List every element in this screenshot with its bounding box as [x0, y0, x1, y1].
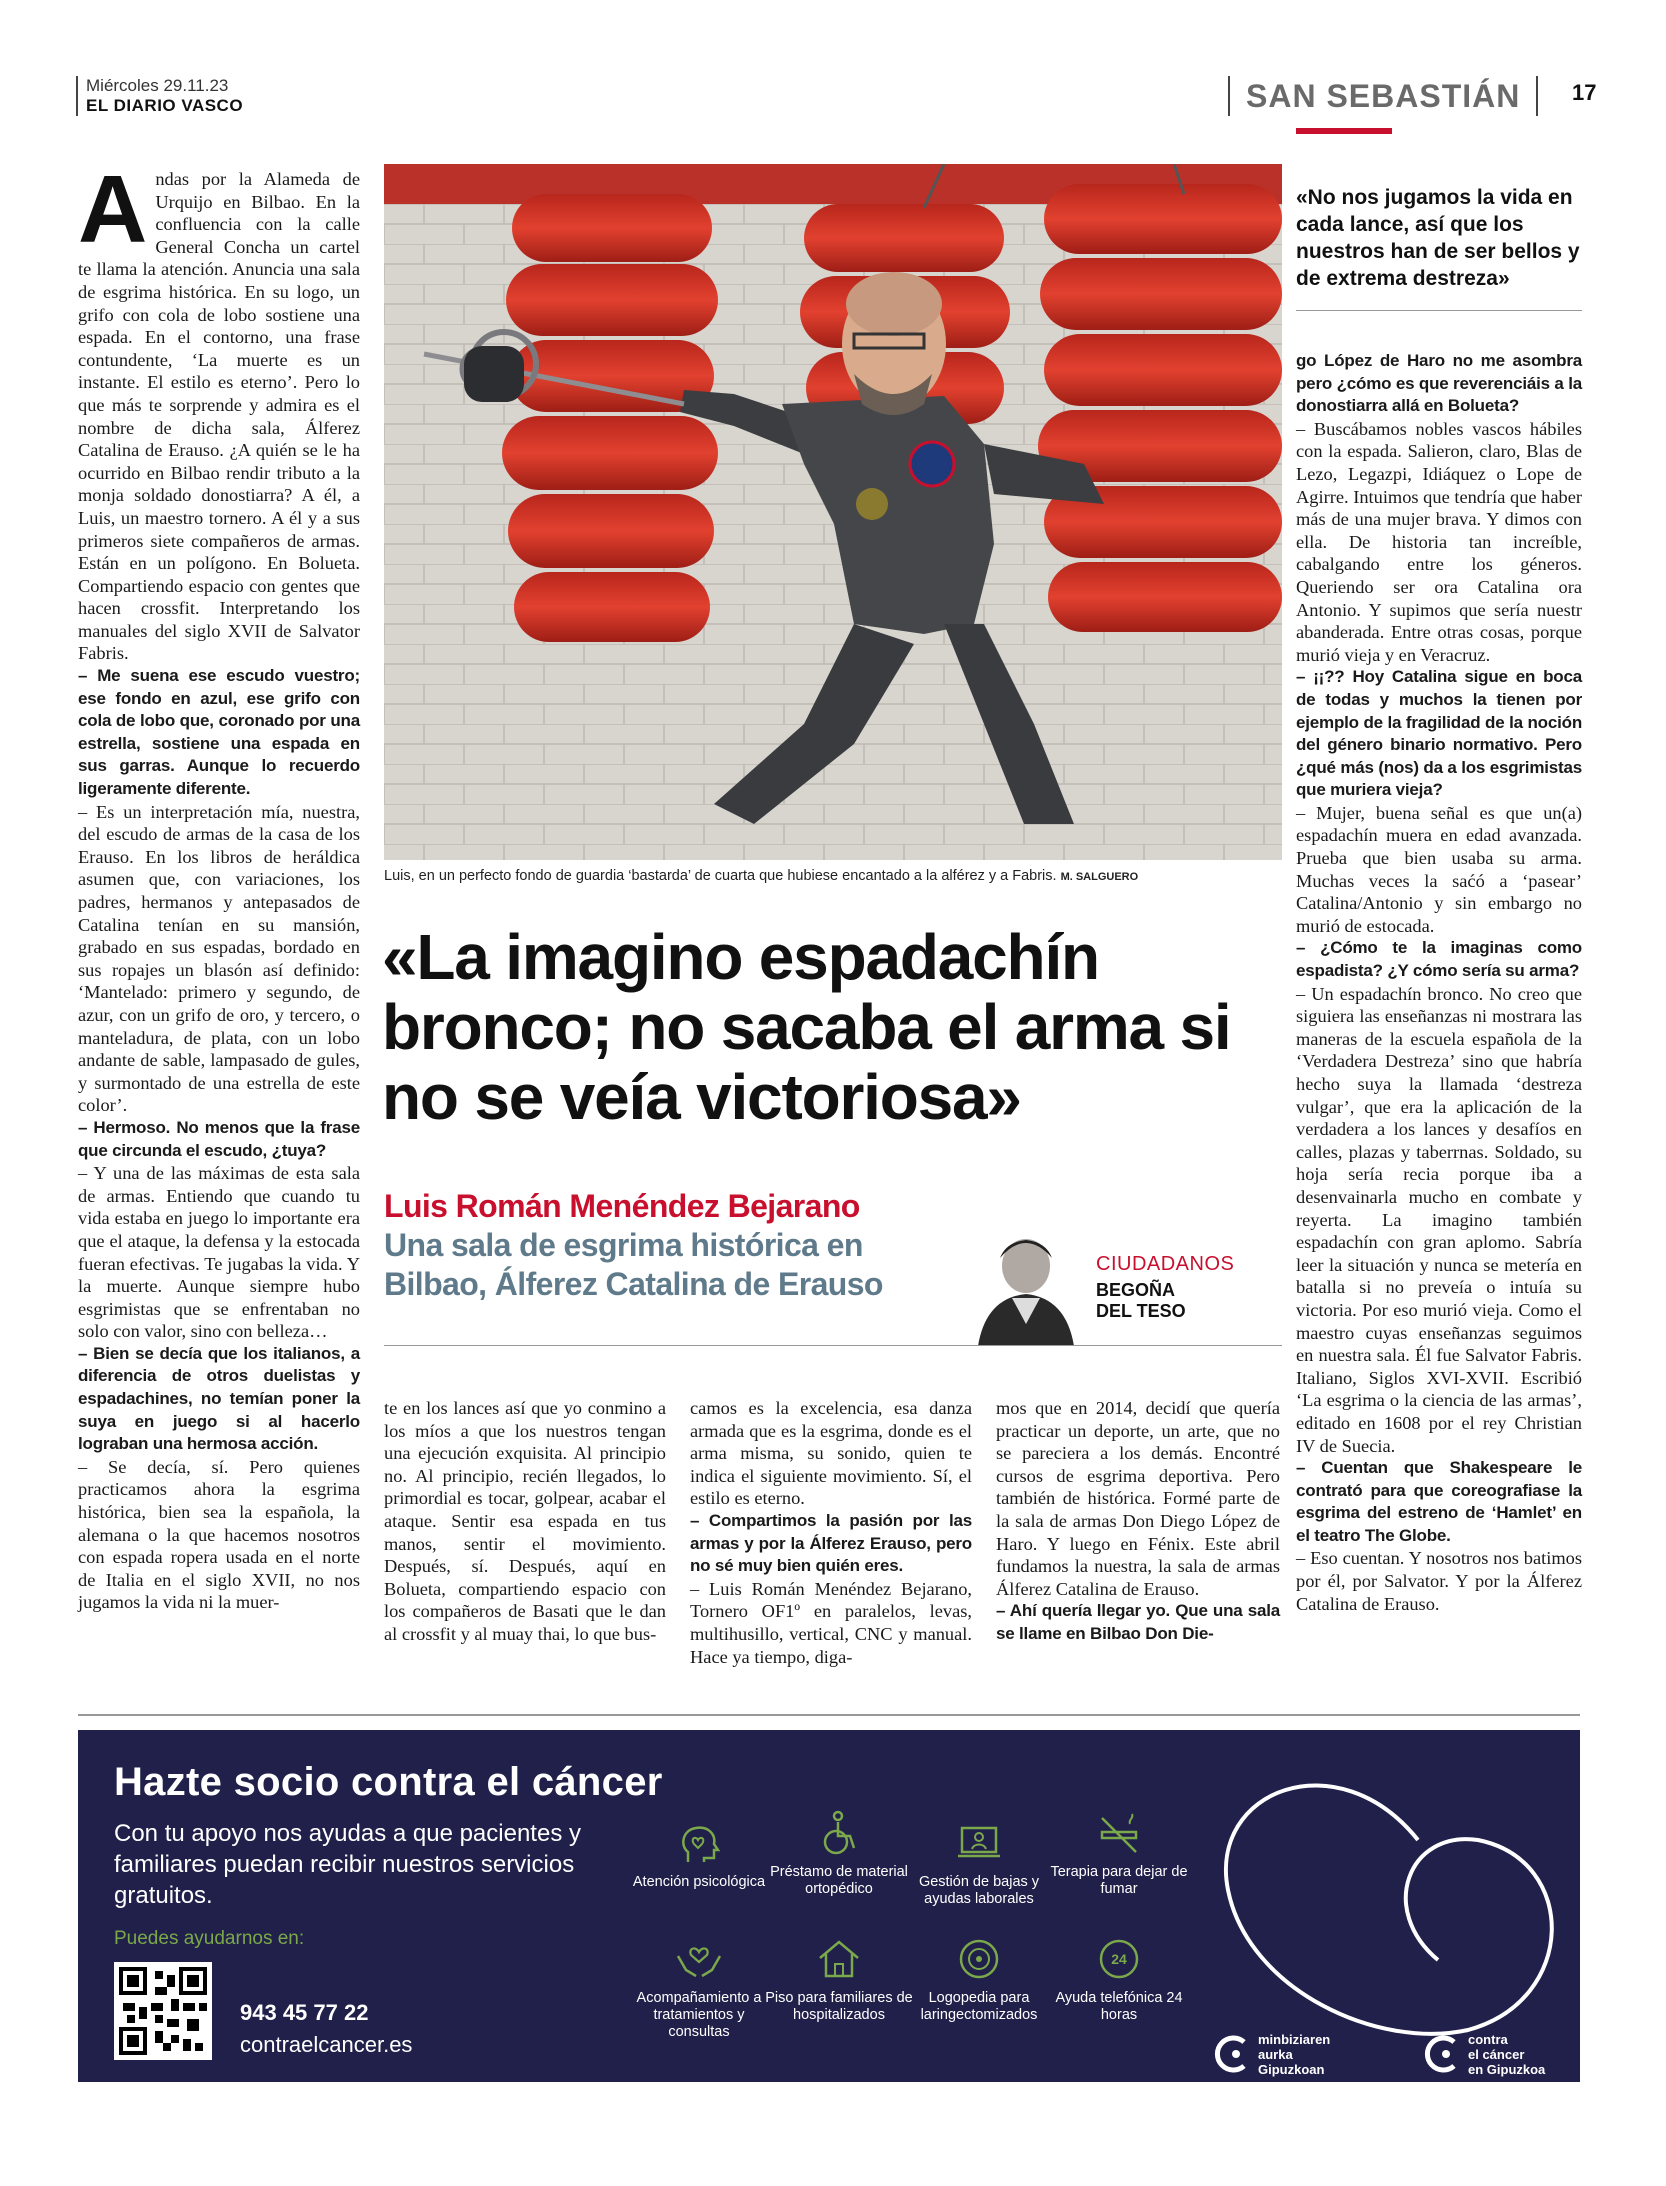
service-item [1044, 1934, 1194, 2024]
article-column-2 [384, 1397, 666, 1646]
author-name [1096, 1280, 1186, 1322]
house-icon [814, 1934, 864, 1984]
issue-date: Miércoles 29.11.23 [86, 76, 229, 95]
svg-text:24: 24 [1111, 1951, 1127, 1967]
headline: «La imagino espadachín bronco; no sacaba el arma si no se veía victoriosa» [382, 921, 1231, 1133]
no-smoking-icon [1094, 1808, 1144, 1858]
question: – Hermoso. No menos que la frase que circunda el escudo, ¿tuya? [78, 1117, 360, 1160]
ad-phone[interactable]: 943 45 77 22 [240, 2000, 369, 2025]
logo-text: minbiziaren [1258, 2032, 1331, 2047]
question: – Bien se decía que los italianos, a diferencia de otros duelistas y espadachines, no temían poner la suya en juego si al hacerlo lograban una hermosa acción. [78, 1343, 360, 1454]
question: go López de Haro no me asombra pero ¿cómo es que reverenciáis a la donostiarra allá en Bolueta? [1296, 351, 1582, 416]
service-label: Logopedia para laringectomizados [920, 1990, 1038, 2023]
question: – Compartimos la pasión por las armas y por la Álferez Erauso, pero no sé muy bien quién eres. [690, 1510, 972, 1576]
hands-heart-icon [674, 1934, 724, 1984]
column-tag: CIUDADANOS [1096, 1253, 1235, 1275]
answer: – Es un interpretación mía, nuestra, del escudo de armas de la casa de los Erauso. En los libros de heráldica asumen que, con variaciones, los padres, hermanos y antepasados de Catalina tenían en su mansión, grabado en sus espadas, bordado en sus ropajes un blasón así definido: ‘Mantelado: primero y segundo, de azur, con un grifo de oro, y tercero, o manteladura, de plata, con un lobo andante de sable, lampasado de gules, y surmontado de una estrella de este color’. [78, 801, 360, 1116]
pull-quote-divider [1296, 310, 1582, 311]
author-last-name: DEL TESO [1096, 1301, 1186, 1321]
ad-text: Con tu apoyo nos ayudas a que pacientes y familiares puedan recibir nuestros servicios gratuitos. [114, 1820, 581, 1909]
answer: – Buscábamos nobles vascos hábiles con la espada. Salieron, claro, Blas de Lezo, Legazpi, Idiáquez o Lope de Agirre. Intuimos que tendría que haber más de una mujer brava. Y dimos con ella. De historia tan increíble, cabalgando entre los géneros. Queriendo ser ora Catalina ora Antonio. Y supimos que sería nuestr abanderada. Entre otras cosas, porque murió vieja y en Veracruz. [1296, 418, 1582, 665]
section-label [1228, 76, 1538, 116]
photo-caption [384, 868, 1282, 884]
photo-credit: M. SALGUERO [1060, 871, 1139, 883]
article-column-5 [1296, 350, 1582, 1615]
answer: – Eso cuentan. Y nosotros nos batimos por él, por Salvator. Y por la Álferez Catalina de Erauso. [1296, 1548, 1582, 1614]
paragraph: te en los lances así que yo conmino a los míos a que los nuestros tengan una ejecución exquisita. Al principio no. Al principio, recién llegados, lo primordial es tocar, golpear, acabar el ataque. Sentir esa espada en tus manos, sentir el movimiento. Después, sí. Después, aquí en Bolueta, compartiendo espacio con los compañeros de Basati que le dan al crossfit y al muay thai, lo que bus- [384, 1398, 666, 1644]
question: – Me suena ese escudo vuestro; ese fondo en azul, ese grifo con cola de lobo que, coronado por una estrella, sostiene una espada en sus garras. Aunque lo recuerdo ligeramente diferente. [78, 666, 360, 799]
paragraph: camos es la excelencia, esa danza armada que es la esgrima, donde es el arma misma, su sonido, quien te indica el siguiente movimiento. Sí, el estilo es eterno. [690, 1398, 972, 1509]
answer: – Se decía, sí. Pero quienes practicamos ahora la esgrima histórica, bien sea la española, la alemana o la que hacemos nosotros con espada ropera usada en el norte de Italia en el siglo XVII, no nos jugamos la vida ni la muer- [78, 1456, 360, 1613]
service-item [764, 1934, 914, 2024]
newspaper-name: EL DIARIO VASCO [86, 96, 244, 115]
service-item [1044, 1808, 1194, 1898]
phone-24h-icon [1094, 1934, 1144, 1984]
answer: – Luis Román Menéndez Bejarano, Tornero OF1º en paralelos, levas, multihusillo, vertical, CNC y manual. Hace ya tiempo, diga- [690, 1578, 972, 1667]
question: – Cuentan que Shakespeare le contrató para que coreografiase la esgrima del estreno de ‘Hamlet’ en el teatro The Globe. [1296, 1458, 1582, 1545]
advertisement[interactable] [78, 1728, 1580, 2082]
voice-icon [954, 1934, 1004, 1984]
service-label: Atención psicológica [632, 1874, 766, 1890]
intro-paragraph: ndas por la Alameda de Urquijo en Bilbao. En la confluencia con la calle General Concha un cartel te llama la atención. Anuncia una sala de esgrima histórica. En su logo, un grifo con cola de lobo sostiene una espada. En el contorno, una frase contundente, ‘La muerte es un instante. El estilo es eterno’. Pero lo que más te sorprende y admira es el nombre de dicha sala, Álferez Catalina de Erauso. ¿A quién se le ha ocurrido en Bilbao rendir tributo a la monja soldado donostiarra? A él, a Luis, un maestro tornero. A él y a sus primeros siete compañeros de armas. Están en un polígono. En Bolueta. Compartiendo espacio con gentes que hacen crossfit. Interpretando los manuales del siglo XVII de Salvator Fabris. [78, 169, 360, 664]
page-number: 17 [1572, 80, 1597, 105]
article-column-3 [690, 1397, 972, 1668]
author-first-name: BEGOÑA [1096, 1280, 1176, 1300]
service-label: Terapia para dejar de fumar [1050, 1864, 1188, 1897]
logo-text: aurka [1258, 2047, 1293, 2062]
service-label: Piso para familiares de hospitalizados [765, 1990, 913, 2023]
service-item [624, 1818, 774, 1891]
answer: – Un espadachín bronco. No creo que siguiera las enseñanzas ni mostrara las maneras de la escuela española de la ‘Verdadera Destreza’ sino que habría hecho suya la llamada ‘destreza vulgar’, que era la aplicación de la verdadera a los lances y desafíos en calles, plazas y taberrnas. Soldado, su hoja sería recia porque iba a desenvainarla mucho en combate y reyerta. La imagino también espadachín con gran aplomo. Sabría leer la situación y nunca se metería en batalla si no preveía o intuía su victoria. Por eso murió vieja. Como el maestro cuyas enseñanzas seguimos en nuestra sala. Él fue Salvator Fabris. Italiano, Siglos XVI-XVII. Escribió ‘La esgrima o la ciencia de las armas’, editado en 1608 por el rey Christian IV de Suecia. [1296, 983, 1582, 1456]
accent-bar [1296, 128, 1392, 134]
caption-text: Luis, en un perfecto fondo de guardia ‘bastarda’ de cuarta que hubiese encantado a la alférez y a Fabris. [384, 868, 1057, 884]
logo-text: en Gipuzkoa [1468, 2062, 1546, 2077]
logo-basque [1258, 2032, 1330, 2077]
answer: – Mujer, buena señal es que un(a) espadachín muera en edad avanzada. Prueba que bien usaba su arma. Muchas veces la saćó a ‘pasear’ Catalina/Antonio y sin embargo no murió de estocada. [1296, 802, 1582, 936]
question: – ¡¡?? Hoy Catalina sigue en boca de todas y muchos la tienen por ejemplo de la fragilidad de la noción del género binario normativo. Pero ¿qué más (nos) da a los esgrimistas que muriera vieja? [1296, 667, 1582, 800]
logo-spanish [1468, 2032, 1545, 2077]
paragraph: mos que en 2014, decidí que quería practicar un deporte, un arte, que no se pareciera a los demás. Encontré cursos de esgrima deportiva. Pero también de histórica. Formé parte de la sala de armas Don Diego López de Haro. Y luego en Fénix. Este abril fundamos la nuestra, la sala de armas Álferez Catalina de Erauso. [996, 1398, 1280, 1599]
service-item [624, 1934, 774, 2041]
ad-website-link[interactable]: contraelcancer.es [240, 2032, 413, 2057]
logo-text: Gipuzkoan [1258, 2062, 1325, 2077]
headline-divider [384, 1345, 1282, 1346]
article-column-4 [996, 1397, 1280, 1646]
answer: – Y una de las máximas de esta sala de armas. Entiendo que cuando tu vida estaba en juego lo importante era que el ataque, la defensa y la estocada fueran efectivas. Te jugabas la vida. Y la muerte. Aunque siempre hubo esgrimistas que se enfrentaban no solo con valor, sino con belleza… [78, 1163, 360, 1342]
ad-title: Hazte socio contra el cáncer [114, 1760, 663, 1804]
ad-help-label: Puedes ayudarnos en: [114, 1928, 305, 1949]
service-item [904, 1818, 1054, 1908]
service-label: Gestión de bajas y ayudas laborales [918, 1874, 1040, 1907]
service-item [764, 1808, 914, 1898]
interviewee-name: Luis Román Menéndez Bejarano [384, 1188, 860, 1224]
question: – Ahí quería llegar yo. Que una sala se llame en Bilbao Don Die- [996, 1601, 1280, 1643]
subtitle: Una sala de esgrima histórica en Bilbao, Álferez Catalina de Erauso [384, 1227, 883, 1302]
masthead [76, 76, 243, 116]
logo-c-icon [1212, 2034, 1252, 2074]
main-photo [384, 164, 1282, 860]
drop-cap: A [78, 156, 148, 263]
service-label: Acompañamiento a tratamientos y consultas [636, 1990, 762, 2040]
service-label: Ayuda telefónica 24 horas [1055, 1990, 1183, 2023]
logo-c-icon [1422, 2034, 1462, 2074]
question: – ¿Cómo te la imaginas como espadista? ¿Y cómo sería su arma? [1296, 938, 1582, 981]
head-heart-icon [674, 1818, 724, 1868]
ad-divider [78, 1714, 1580, 1716]
author-avatar [966, 1228, 1086, 1346]
laptop-user-icon [954, 1818, 1004, 1868]
pull-quote: «No nos jugamos la vida en cada lance, así que los nuestros han de ser bellos y de extrema destreza» [1296, 186, 1580, 290]
qr-code[interactable] [114, 1962, 212, 2060]
section-title: SAN SEBASTIÁN [1246, 78, 1521, 114]
logo-text: el cáncer [1468, 2047, 1525, 2062]
service-label: Préstamo de material ortopédico [770, 1864, 908, 1897]
fencer-photo-illustration [384, 164, 1282, 860]
wheelchair-icon [814, 1808, 864, 1858]
service-item [904, 1934, 1054, 2024]
article-column-1 [78, 156, 360, 1614]
logo-text: contra [1468, 2032, 1508, 2047]
